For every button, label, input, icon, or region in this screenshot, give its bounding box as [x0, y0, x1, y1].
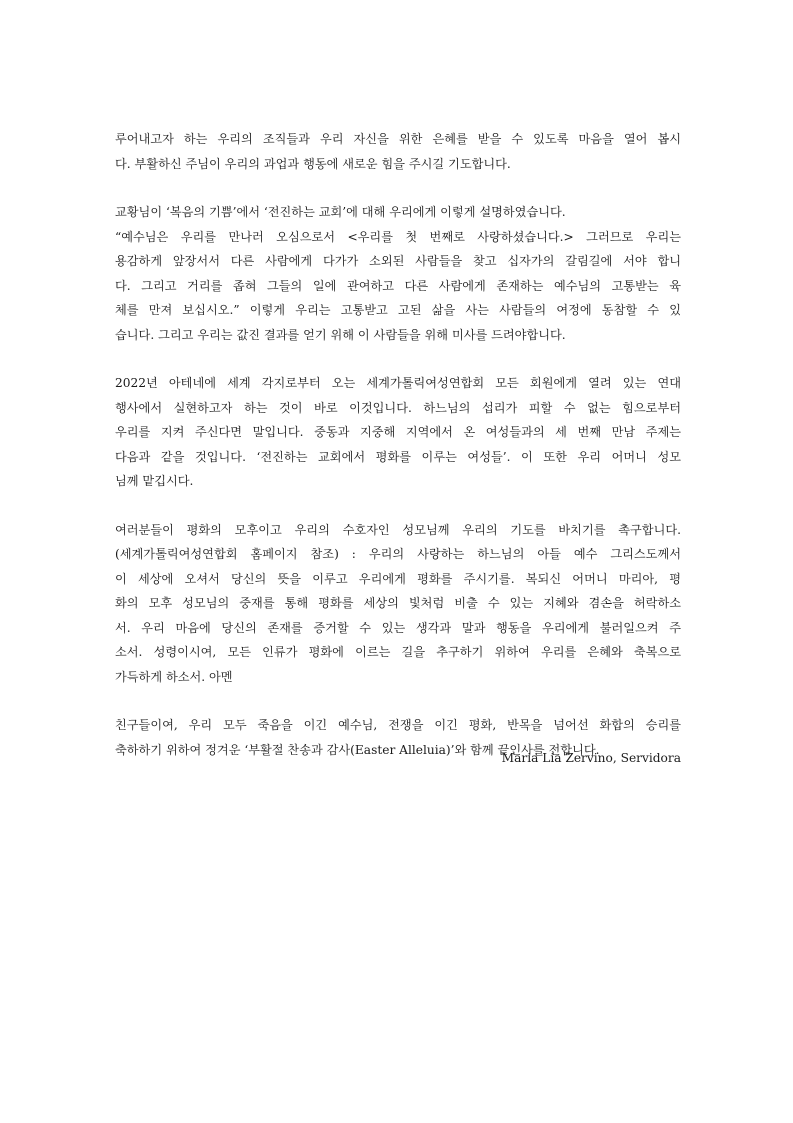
text-line: 2022년 아테네에 세계 각지로부터 오는 세계가톨릭여성연합회 모든 회원에게 열려 있는 연대	[115, 376, 681, 390]
text-line: 우리를 지켜 주신다면 말입니다. 중동과 지중해 지역에서 온 여성들과의 세 번째 만남 주제는	[115, 425, 681, 439]
text-line: 가득하게 하소서. 아멘	[115, 669, 233, 684]
text-line: 다. 그리고 거리를 좁혀 그들의 일에 관여하고 다른 사람에게 존재하는 예수님의 고통받는 육	[115, 278, 681, 293]
text-line: 다. 부활하신 주님이 우리의 과업과 행동에 새로운 힘을 주시길 기도합니다.	[115, 156, 511, 171]
text-line: “예수님은 우리를 만나러 오심으로서 <우리를 첫 번째로 사랑하셨습니다.> 그러므로 우리는	[115, 229, 681, 244]
paragraph-opening	[115, 127, 681, 176]
text-line: 서. 우리 마음에 당신의 존재를 증거할 수 있는 생각과 말과 행동을 우리에게 불러일으켜 주	[115, 620, 681, 635]
text-line: 축하하기 위하여 정겨운 ‘부활절 찬송과 감사(Easter Alleluia)’와 함께 끝인사를 전합니다.	[115, 742, 600, 757]
text-line: 체를 만져 보십시오.” 이렇게 우리는 고통받고 고된 삶을 사는 사람들의 여정에 동참할 수 있	[115, 303, 681, 317]
text-line: 이 세상에 오셔서 당신의 뜻을 이루고 우리에게 평화를 주시기를. 복되신 어머니 마리아, 평	[115, 571, 681, 586]
text-line: 교황님이 ‘복음의 기쁨’에서 ‘전진하는 교회’에 대해 우리에게 이렇게 설명하였습니다.	[115, 205, 566, 219]
text-line: 친구들이여, 우리 모두 죽음을 이긴 예수님, 전쟁을 이긴 평화, 반목을 넘어선 화합의 승리를	[115, 718, 681, 732]
text-line: 용감하게 앞장서서 다른 사람에게 다가가 소외된 사람들을 찾고 십자가의 갈림길에 서야 합니	[115, 254, 681, 268]
text-line: 행사에서 실현하고자 하는 것이 바로 이것입니다. 하느님의 섭리가 피할 수 없는 힘으로부터	[115, 400, 681, 415]
text-line: 루어내고자 하는 우리의 조직들과 우리 자신을 위한 은혜를 받을 수 있도록 마음을 열어 봅시	[115, 132, 681, 146]
text-line: 습니다. 그리고 우리는 값진 결과를 얻기 위해 이 사람들을 위해 미사를 드려야합니다.	[115, 327, 566, 342]
text-line: 소서. 성령이시여, 모든 인류가 평화에 이르는 길을 추구하기 위하여 우리를 은혜와 축복으로	[115, 645, 681, 659]
text-line: 다음과 같을 것입니다. ‘전진하는 교회에서 평화를 이루는 여성들’. 이 또한 우리 어머니 성모	[115, 449, 681, 464]
paragraph-athens-event	[115, 371, 681, 494]
text-line: 화의 모후 성모님의 중재를 통해 평화를 세상의 빛처럼 비출 수 있는 지혜와 겸손을 허락하소	[115, 596, 681, 610]
text-line: (세계가톨릭여성연합회 홈페이지 참조) : 우리의 사랑하는 하느님의 아들 예수 그리스도께서	[115, 547, 681, 561]
paragraph-pope-quote	[115, 200, 681, 347]
paragraph-prayer	[115, 518, 681, 690]
document-body	[115, 127, 681, 786]
text-line: 님께 맡깁시다.	[115, 474, 194, 488]
text-line: 여러분들이 평화의 모후이고 우리의 수호자인 성모님께 우리의 기도를 바치기를 촉구합니다.	[115, 522, 681, 537]
signature: Maria Lia Zervino, Servidora	[501, 751, 681, 765]
